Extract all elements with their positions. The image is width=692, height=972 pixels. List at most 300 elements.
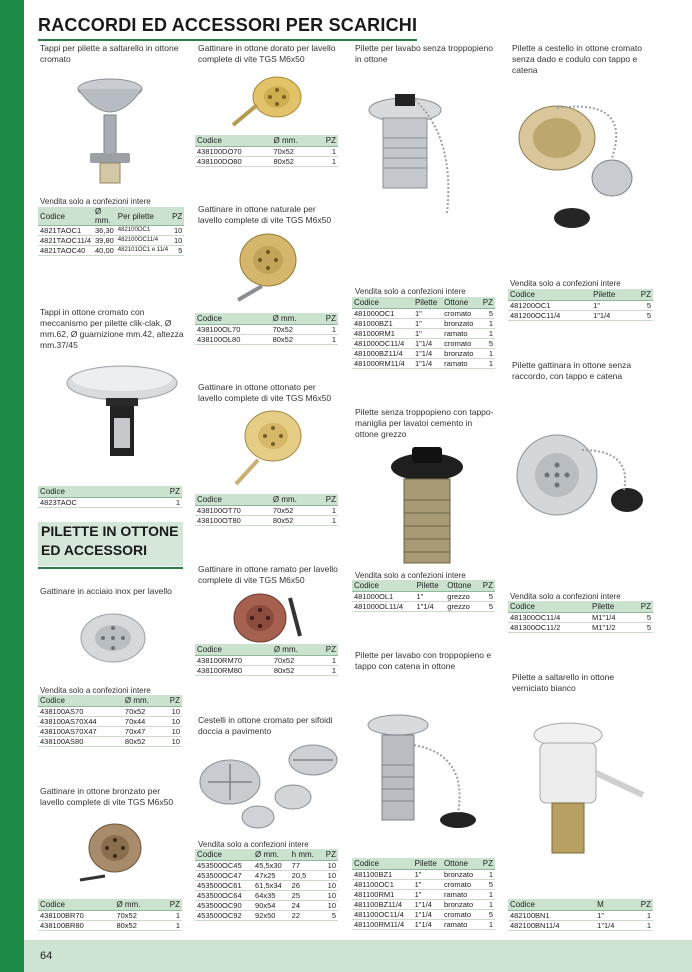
natural-brass-sink-strainer-image [228,230,308,305]
col-header: h mm. [290,849,321,861]
table-cell: 438100AS70X44 [38,717,123,727]
table-cell: 481100RM1 [352,890,413,900]
table-cell: 438100RM70 [195,656,272,666]
copper-sink-strainer-image [228,590,308,645]
basin-waste-with-overflow-image [358,705,488,835]
col-header: PZ [631,289,653,301]
table-cell: 45,5x30 [253,861,290,871]
basin-waste-image [355,88,465,218]
table-cell: 1 [315,335,338,345]
table-cell: 1 [479,319,495,329]
table-cell: cromato [442,309,479,319]
table-cell: 1 [316,147,338,157]
table-cell: 5 [632,613,654,623]
table-cell: 438100BR80 [38,921,114,931]
table-cell: 1 [479,329,495,339]
col-header: Ø mm. [114,899,159,911]
col-header: Pilette [413,297,442,309]
table-cell: 481000RM1 [352,329,413,339]
table-cell: 481300OC11/2 [508,623,590,633]
sale-note: Vendita solo a confezioni intere [355,571,466,580]
page-title: RACCORDI ED ACCESSORI PER SCARICHI [38,15,417,41]
product-table [352,297,495,369]
table-cell: 1" [413,880,442,890]
table-cell: 80x52 [271,516,315,526]
table-row [508,301,653,311]
table-row [195,911,338,921]
table-cell: 1 [316,157,338,167]
col-header: Codice [195,313,271,325]
product-table [38,486,182,508]
table-cell: 92x50 [253,911,290,921]
table-cell: 5 [321,911,338,921]
table-row [352,592,495,602]
table-cell: 453500OC64 [195,891,253,901]
table-row [508,311,653,321]
col-header: PZ [170,207,184,226]
col-header: Codice [195,135,272,147]
col-header: Ø mm. [271,494,315,506]
table-cell: ramato [442,920,479,930]
table-cell: 70x44 [123,717,162,727]
table-cell: 1 [630,921,653,931]
table-cell: 90x54 [253,901,290,911]
gold-sink-strainer-image [225,75,305,130]
table-cell: 453500OC47 [195,871,253,881]
product-table [38,207,184,256]
col-header: Ø mm. [93,207,116,226]
table-cell: bronzato [442,900,479,910]
table-cell: 481200OC11/4 [508,311,591,321]
table-row [352,339,495,349]
table-cell: 5 [478,592,495,602]
table-cell: 1 [159,921,182,931]
product-table [195,849,338,921]
table-cell: 482100OC11/4 [116,236,170,246]
col-header: Ø mm. [253,849,290,861]
table-row [195,891,338,901]
table-row [352,880,495,890]
table-row [38,737,182,747]
table-cell: 1" [413,309,442,319]
table-cell: bronzato [442,349,479,359]
table-cell: 36,30 [95,226,114,235]
product-table [195,313,338,345]
white-pop-up-waste-image [518,715,648,860]
table-cell: 10 [162,707,182,717]
product-description: Gattinare in acciaio inox per lavello [40,586,172,596]
table-cell: 4823TAOC [38,498,145,508]
table-row [195,861,338,871]
table-cell: 24 [290,901,321,911]
table-cell: 453500OC90 [195,901,253,911]
footer-band [24,940,692,972]
table-row [352,359,495,369]
col-header: Codice [38,695,123,707]
col-header: PZ [479,858,495,870]
col-header: PZ [315,313,338,325]
table-cell: M1"1/4 [590,613,632,623]
table-cell: grezzo [445,602,478,612]
col-header: Codice [38,486,145,498]
table-cell: 481100OC1 [352,880,413,890]
table-cell: 1" [413,890,442,900]
table-cell: 438100DO70 [195,147,272,157]
section-heading [38,522,183,566]
table-cell: 1 [479,890,495,900]
table-row [352,309,495,319]
section-underline [38,567,183,569]
product-table [352,580,495,612]
table-cell: 481000OL1 [352,592,414,602]
col-header: PZ [478,580,495,592]
table-cell: 70x52 [123,707,162,717]
col-header: Ottone [442,858,479,870]
product-table [352,858,495,930]
table-cell: bronzato [442,319,479,329]
table-cell: 1 [315,325,338,335]
table-row [195,516,338,526]
col-header: PZ [479,297,495,309]
table-cell: cromato [442,339,479,349]
table-row [352,910,495,920]
table-row [195,656,338,666]
table-row [38,727,182,737]
table-cell: 1"1/4 [413,900,442,910]
table-row [352,890,495,900]
laundry-tub-waste-image [382,445,472,570]
table-cell: 453500OC92 [195,911,253,921]
table-cell: 1 [315,506,338,516]
table-cell: 70x47 [123,727,162,737]
product-description: Pilette a saltarello in ottone verniciato bianco [512,672,615,693]
table-cell: cromato [442,910,479,920]
table-cell: 1"1/4 [595,921,630,931]
saltarello-plug-image [70,75,150,190]
table-cell: 481000OL11/4 [352,602,414,612]
table-cell: 26 [290,881,321,891]
col-header: Ottone [445,580,478,592]
product-table [195,644,338,676]
table-row [352,349,495,359]
table-cell: 10 [321,901,338,911]
click-clack-plug-image [62,358,182,468]
table-cell: 1" [413,319,442,329]
table-cell: 1 [316,656,338,666]
table-cell: 5 [479,309,495,319]
table-cell: 47x25 [253,871,290,881]
table-cell: 1 [479,359,495,369]
table-cell: 1"1/4 [413,920,442,930]
table-cell: 10 [321,861,338,871]
table-row [352,329,495,339]
col-header: PZ [632,601,654,613]
table-cell: 20,5 [290,871,321,881]
table-cell: 438100OT70 [195,506,271,516]
table-cell: 481100BZ1 [352,870,413,880]
table-cell: 4821TAOC1 [38,226,93,236]
product-table [38,899,182,931]
table-row [508,921,653,931]
table-cell: 1"1/4 [413,910,442,920]
table-cell: 482100BN1 [508,911,595,921]
sale-note: Vendita solo a confezioni intere [355,287,466,296]
table-cell: 80x52 [114,921,159,931]
shower-drain-baskets-image [198,742,338,832]
table-cell: M1"1/2 [590,623,632,633]
table-cell: 438100AS80 [38,737,123,747]
col-header: Pilette [413,858,442,870]
table-cell: 1" [413,870,442,880]
bronze-sink-strainer-image [75,820,145,890]
table-cell: cromato [442,880,479,890]
table-cell: 1" [595,911,630,921]
table-cell: 1 [316,666,338,676]
product-description: Pilette a cestello in ottone cromato senza dado e codulo con tappo e catena [512,43,642,75]
table-cell: 70x52 [272,147,316,157]
product-description: Gattinare in ottone bronzato per lavello complete di vite TGS M6x50 [40,786,174,807]
table-cell: 453500OC61 [195,881,253,891]
table-cell: 5 [479,880,495,890]
table-cell: 1"1/4 [414,602,445,612]
sale-note: Vendita solo a confezioni intere [510,279,621,288]
product-description: Pilette gattinara in ottone senza raccordo, con tappo e catena [512,360,632,381]
product-table [508,601,653,633]
table-cell: 1" [414,592,445,602]
table-cell: 482100BN11/4 [508,921,595,931]
table-cell: 80x52 [123,737,162,747]
col-header: Codice [508,899,595,911]
table-cell: 481000RM11/4 [352,359,413,369]
table-cell: 438100DO80 [195,157,272,167]
table-cell: 482101OC1 e 11/4 [116,246,170,256]
table-cell: 5 [479,339,495,349]
table-cell: 438100BR70 [38,911,114,921]
table-cell: bronzato [442,870,479,880]
table-row [38,498,182,508]
col-header: PZ [316,644,338,656]
col-header: Codice [38,207,93,226]
table-row [195,325,338,335]
col-header: Codice [195,644,272,656]
col-header: Codice [508,289,591,301]
col-header: Codice [195,494,271,506]
table-cell: 1 [630,911,653,921]
table-cell: 10 [162,717,182,727]
brass-plated-sink-strainer-image [228,408,308,488]
col-header: PZ [162,695,182,707]
table-cell: 5 [170,246,184,256]
col-header: PZ [315,494,338,506]
table-cell: 438100RM80 [195,666,272,676]
page-number: 64 [40,950,53,962]
table-cell: 453500OC45 [195,861,253,871]
table-row [508,623,653,633]
table-cell: 481200OC1 [508,301,591,311]
table-row [195,157,338,167]
table-cell: 481000OC11/4 [352,339,413,349]
table-cell: 10 [162,727,182,737]
table-cell: 10 [321,881,338,891]
col-header: Ø mm. [271,313,316,325]
table-row [195,901,338,911]
table-cell: 4821TAOC40 [38,246,93,256]
table-row [195,147,338,157]
table-cell: 1 [159,911,182,921]
col-header: Per pilette [116,207,170,226]
table-cell: 5 [631,301,653,311]
table-cell: 10 [170,236,184,246]
table-cell: 1" [591,301,631,311]
col-header: PZ [321,849,338,861]
product-description: Pilette per lavabo senza troppopieno in ottone [355,43,493,64]
col-header: M [595,899,630,911]
table-cell: 438100OL80 [195,335,271,345]
table-cell: 5 [478,602,495,612]
col-header: PZ [630,899,653,911]
table-row [38,717,182,727]
table-row [38,226,184,236]
table-cell: 1 [479,870,495,880]
col-header: Ø mm. [272,135,316,147]
col-header: Codice [195,849,253,861]
col-header: PZ [316,135,338,147]
table-cell: ramato [442,359,479,369]
table-cell: 481000BZ1 [352,319,413,329]
table-cell: 481000OC1 [352,309,413,319]
strainer-waste-with-plug-image [512,415,647,560]
col-header: Codice [352,580,414,592]
table-cell: 1" [413,329,442,339]
table-cell: 438100OT80 [195,516,271,526]
table-cell: 39,80 [95,236,114,245]
table-cell: 70x52 [271,506,315,516]
table-row [38,236,184,246]
table-cell: 80x52 [272,666,316,676]
table-cell: 1 [479,349,495,359]
product-table [38,695,182,747]
table-row [352,602,495,612]
table-cell: 25 [290,891,321,901]
col-header: Codice [508,601,590,613]
table-cell: 80x52 [272,157,316,167]
col-header: Ottone [442,297,479,309]
col-header: Codice [352,297,413,309]
product-table [195,494,338,526]
table-cell: 481000BZ11/4 [352,349,413,359]
table-cell: 481300OC11/4 [508,613,590,623]
table-cell: 438100AS70 [38,707,123,717]
section-heading-line2: ED ACCESSORI [41,542,148,558]
table-cell: 438100OL70 [195,325,271,335]
steel-sink-strainer-image [78,610,148,670]
table-cell: ramato [442,890,479,900]
table-row [195,666,338,676]
col-header: Pilette [590,601,632,613]
table-cell: 1 [145,498,182,508]
table-row [38,246,184,256]
table-row [508,613,653,623]
col-header: Ø mm. [272,644,316,656]
col-header: Ø mm. [123,695,162,707]
table-cell: 70x52 [114,911,159,921]
table-cell: 481100BZ11/4 [352,900,413,910]
table-cell: 80x52 [271,335,316,345]
table-row [195,335,338,345]
table-cell: 1"1/4 [413,359,442,369]
table-cell: 61,5x34 [253,881,290,891]
product-description: Tappi per pilette a saltarello in ottone cromato [40,43,179,64]
product-description: Tappi in ottone cromato con meccanismo per pilette clik-clak, Ø mm.62, Ø guarnizione mm.42, altezza mm.37/45 [40,307,184,350]
table-cell: 482100OC1 [116,226,170,236]
table-row [352,920,495,930]
table-cell: 1"1/4 [591,311,631,321]
product-table [195,135,338,167]
table-cell: 1 [479,900,495,910]
table-cell: 1 [479,920,495,930]
table-row [195,881,338,891]
section-heading-line1: PILETTE IN OTTONE [41,523,179,539]
table-cell: 438100AS70X47 [38,727,123,737]
table-cell: 4821TAOC11/4 [40,236,92,245]
table-row [352,900,495,910]
sale-note: Vendita solo a confezioni intere [40,686,151,695]
table-cell: grezzo [445,592,478,602]
table-cell: 70x52 [272,656,316,666]
product-description: Gattinare in ottone dorato per lavello complete di vite TGS M6x50 [198,43,336,64]
table-cell: 5 [479,910,495,920]
table-cell: 1 [315,516,338,526]
col-header: Codice [352,858,413,870]
col-header: Codice [38,899,114,911]
table-cell: 5 [632,623,654,633]
col-header: Pilette [591,289,631,301]
side-color-bar [0,0,24,972]
table-row [352,319,495,329]
product-table [508,899,653,931]
table-row [38,707,182,717]
table-cell: 10 [170,226,184,236]
table-cell: 10 [321,871,338,881]
product-description: Gattinare in ottone ramato per lavello complete di vite TGS M6x50 [198,564,338,585]
table-cell: ramato [442,329,479,339]
table-cell: 1"1/4 [413,339,442,349]
product-description: Gattinare in ottone ottonato per lavello complete di vite TGS M6x50 [198,382,332,403]
table-row [508,911,653,921]
table-cell: 40,00 [95,246,114,255]
table-cell: 481100OC11/4 [352,910,413,920]
col-header: PZ [159,899,182,911]
table-cell: 1"1/4 [413,349,442,359]
table-row [352,870,495,880]
product-description: Gattinare in ottone naturale per lavello complete di vite TGS M6x50 [198,204,332,225]
table-cell: 10 [162,737,182,747]
table-cell: 10 [321,891,338,901]
sale-note: Vendita solo a confezioni intere [198,840,309,849]
col-header: PZ [145,486,182,498]
product-description: Pilette senza troppopieno con tappo-maniglia per lavatoi cemento in ottone grezzo [355,407,494,439]
table-row [195,506,338,516]
table-cell: 22 [290,911,321,921]
sale-note: Vendita solo a confezioni intere [40,197,151,206]
basket-waste-image [512,88,642,238]
table-row [38,921,182,931]
sale-note: Vendita solo a confezioni intere [510,592,621,601]
table-cell: 70x52 [271,325,316,335]
product-description: Cestelli in ottone cromato per sifoidi doccia a pavimento [198,715,333,736]
table-row [38,911,182,921]
product-description: Pilette per lavabo con troppopieno e tappo con catena in ottone [355,650,492,671]
